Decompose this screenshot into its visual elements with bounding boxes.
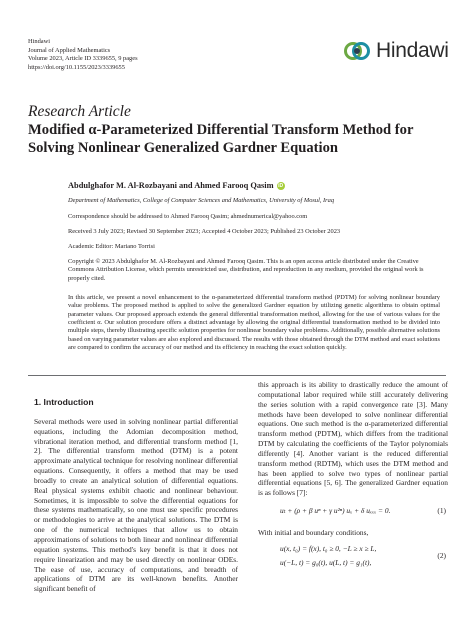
affiliation: Department of Mathematics, College of Computer Sciences and Mathematics, University of Mosul, Iraq	[68, 197, 335, 204]
publication-dates: Received 3 July 2023; Revised 30 September 2023; Accepted 4 October 2023; Published 23 October 2023	[68, 228, 341, 235]
logo-wordmark: Hindawi	[376, 39, 449, 62]
section-divider	[28, 375, 446, 376]
abstract: In this article, we present a novel enhancement to the α-parameterized differential transform method (PDTM) for solving nonlinear boundary value problems. The proposed method is applied to solve the generalized Gardner equation by utilizing genetic algorithms to obtain optimal parameter values. Our proposed approach extends the general differential transformation method, allowing for the use of various values for the coefficient α. Our solution procedure offers a distinct advantage by allowing the original differential transformation method to be divided into multiple steps, thereby illustrating specific solution properties for nonlinear boundary value problems. Additionally, possible alternative solutions based on varying parameter values are also explored and discussed. The results with those obtained through the DTM method and exact solutions are compared to confirm the accuracy of our method and its efficiency in reaching the exact solution quickly.	[68, 294, 440, 352]
equation-1-expression: uₜ + (ρ + β uⁿ + γ u²ⁿ) uₓ + δ uₓₓₓ = 0.	[280, 506, 391, 516]
equation-2	[258, 544, 448, 572]
publisher-name: Hindawi	[28, 38, 51, 45]
title-line-1: Modified α-Parameterized Differential Transform Method for	[28, 122, 414, 138]
equation-2-number: (2)	[437, 550, 446, 560]
journal-metadata	[28, 38, 138, 72]
hindawi-logo	[344, 38, 449, 64]
left-column	[34, 380, 238, 594]
article-title	[28, 121, 448, 157]
equation-2-line-1: u(x, t₀) = f(x), t₀ ≥ 0, −L ≥ x ≥ L,	[280, 543, 377, 553]
body-paragraph: With initial and boundary conditions,	[258, 528, 369, 538]
body-paragraph: this approach is its ability to drastically reduce the amount of computational labor required while still accurately delivering the series solution with a rapid convergence rate [3]. Many methods have been developed to solve nonlinear differential equations. One such method is the α-parameterized differential transform method (PDTM), which differs from the traditional DTM by calculating the coefficients of the Taylor polynomials differently [4]. Another variant is the reduced differential transform method (RDTM), which uses the DTM method and has been applied to solve two types of nonlinear partial differential equations [5, 6]. The generalized Gardner equation is as follows [7]:	[258, 380, 448, 498]
body-paragraph: Several methods were used in solving nonlinear partial differential equations, including the Adomian decomposition method, vibrational iteration method, and differential transform method [1, 2]. The differential transform method (DTM) is a potent approximate analytical technique for resolving nonlinear differential equations. Consequently, it offers a method that may be used broadly to create an analytical solution of differential equations. Real physical systems exhibit chaotic and nonlinear behaviour. Sometimes, it is impossible to solve the differential equations for these systems mathematically, so one must use specific procedures or methodologies to arrive at the analytical solutions. The DTM is one of the numerical techniques that allow us to obtain approximations of solutions to both linear and nonlinear differential equation systems. This method's key benefit is that it does not require linearization and may be used directly on nonlinear ODEs. The ease of use, accuracy of computations, and breadth of applications of DTM are its well-known benefits. Another significant benefit of	[34, 416, 238, 594]
title-line-2: Solving Nonlinear Generalized Gardner Equation	[28, 140, 339, 156]
section-heading-introduction: 1. Introduction	[34, 397, 94, 407]
hindawi-logo-icon	[344, 39, 371, 63]
equation-1-number: (1)	[437, 506, 446, 516]
author-names: Abdulghafor M. Al-Rozbayani and Ahmed Farooq Qasim	[68, 181, 274, 190]
journal-name: Journal of Applied Mathematics	[28, 46, 111, 54]
correspondence: Correspondence should be addressed to Ahmed Farooq Qasim; ahmednumerical@yahoo.com	[68, 213, 308, 220]
academic-editor: Academic Editor: Mariano Torrisi	[68, 243, 155, 250]
equation-2-line-2: u(−L, t) = g₀(t), u(L, t) = g₁(t),	[280, 557, 372, 567]
copyright-notice: Copyright © 2023 Abdulghafor M. Al-Rozbayani and Ahmed Farooq Qasim. This is an open access article distributed under the Creative Commons Attribution License, which permits unrestricted use, distribution, and reproduction in any medium, provided the original work is properly cited.	[68, 258, 424, 282]
right-column	[258, 380, 448, 572]
volume-info: Volume 2023, Article ID 3339655, 9 pages	[28, 55, 138, 63]
author-list	[68, 181, 285, 190]
doi-link[interactable]: https://doi.org/10.1155/2023/3339655	[28, 63, 125, 71]
orcid-icon[interactable]: iD	[278, 182, 284, 189]
article-type: Research Article	[28, 103, 131, 120]
equation-1	[258, 506, 448, 518]
